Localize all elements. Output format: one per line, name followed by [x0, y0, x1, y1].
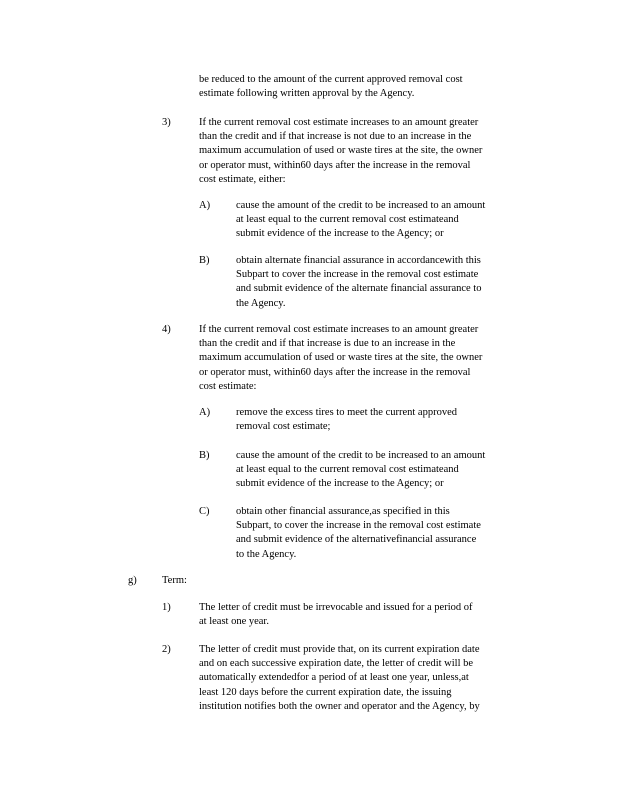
text-line: estimate following written approval by the Agency. [199, 88, 415, 100]
item-3b-label: B) [199, 255, 210, 266]
item-3a-label: A) [199, 200, 211, 211]
text-line: obtain other financial assurance,as specified in this [236, 506, 450, 517]
item-3-label: 3) [162, 117, 171, 128]
text-line: The letter of credit must provide that, on its current expiration date [199, 644, 480, 655]
text-line: than the credit and if that increase is due to an increase in the [199, 338, 456, 350]
text-line: cause the amount of the credit to be increased to an amount [236, 450, 486, 461]
item-4c-paragraph [236, 505, 518, 562]
text-line: and submit evidence of the alternate financial assurance to [236, 283, 482, 295]
text-line: at least one year. [199, 616, 269, 628]
text-line: remove the excess tires to meet the current approved [236, 407, 457, 418]
text-line: removal cost estimate; [236, 421, 331, 433]
text-line: and on each successive expiration date, the letter of credit will be [199, 658, 474, 670]
item-g2-paragraph [199, 643, 519, 714]
item-4a-paragraph [236, 406, 518, 434]
item-g1-paragraph [199, 601, 519, 629]
text-line: the Agency. [236, 297, 286, 309]
item-4-paragraph [199, 323, 519, 394]
section-g-label: g) [128, 575, 137, 586]
text-line: automatically extendedfor a period of at least one year, unless,at [199, 672, 469, 684]
text-line: cause the amount of the credit to be increased to an amount [236, 200, 486, 211]
text-line: cost estimate, either: [199, 173, 286, 185]
text-line: be reduced to the amount of the current approved removal cost [199, 74, 463, 85]
item-4b-paragraph [236, 449, 518, 492]
section-g-heading: Term: [162, 575, 187, 586]
text-line: Subpart, to cover the increase in the removal cost estimate [236, 520, 481, 532]
text-line: If the current removal cost estimate increases to an amount greater [199, 117, 479, 128]
text-line: submit evidence of the increase to the Agency; or [236, 478, 444, 490]
text-line: institution notifies both the owner and operator and the Agency, by [199, 700, 480, 712]
item-3-paragraph [199, 116, 519, 187]
text-line: at least equal to the current removal cost estimateand [236, 464, 459, 476]
intro-paragraph [199, 73, 501, 101]
item-3b-paragraph [236, 254, 518, 311]
text-line: cost estimate: [199, 380, 257, 392]
text-line: maximum accumulation of used or waste tires at the site, the owner [199, 352, 483, 364]
item-4a-label: A) [199, 407, 211, 418]
item-3a-paragraph [236, 199, 518, 242]
item-4c-label: C) [199, 506, 210, 517]
text-line: than the credit and if that increase is not due to an increase in the [199, 131, 472, 143]
text-line: and submit evidence of the alternativefinancial assurance [236, 534, 477, 546]
text-line: obtain alternate financial assurance in accordancewith this [236, 255, 481, 266]
text-line: least 120 days before the current expiration date, the issuing [199, 686, 452, 698]
item-g1-label: 1) [162, 602, 171, 613]
text-line: The letter of credit must be irrevocable and issued for a period of [199, 602, 473, 613]
text-line: maximum accumulation of used or waste tires at the site, the owner [199, 145, 483, 157]
text-line: submit evidence of the increase to the Agency; or [236, 228, 444, 240]
text-line: Subpart to cover the increase in the removal cost estimate [236, 269, 479, 281]
item-g2-label: 2) [162, 644, 171, 655]
item-4b-label: B) [199, 450, 210, 461]
text-line: If the current removal cost estimate increases to an amount greater [199, 324, 479, 335]
item-4-label: 4) [162, 324, 171, 335]
text-line: or operator must, within60 days after the increase in the removal [199, 159, 471, 171]
text-line: or operator must, within60 days after the increase in the removal [199, 366, 471, 378]
text-line: at least equal to the current removal cost estimateand [236, 214, 459, 226]
text-line: to the Agency. [236, 548, 297, 560]
